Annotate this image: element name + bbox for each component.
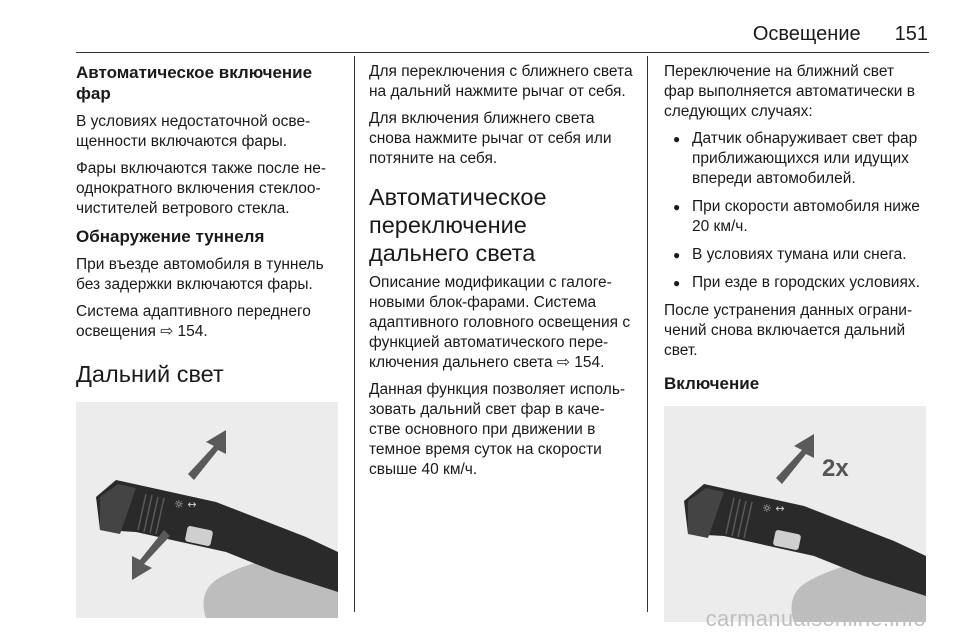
paragraph-low-light: В условиях недостаточной осве-щенности включаются фары. — [76, 113, 311, 150]
watermark: carmanualsonline.info — [705, 606, 926, 631]
svg-text:☼ ↔: ☼ ↔ — [762, 502, 785, 515]
paragraph-restore: После устранения данных ограни-чений снова включается дальний свет. — [664, 302, 913, 359]
page-header — [0, 22, 928, 46]
column-2 — [369, 62, 633, 487]
paragraph-switch-high: Для переключения с ближнего света на дальний нажмите рычаг от себя. — [369, 63, 633, 100]
paragraph-function: Данная функция позволяет исполь-зовать дальний свет фар в каче-стве основного при движении в темное время суток на скорости свыше 40 км/ч. — [369, 381, 626, 478]
afl-text: Система адаптивного переднего освещения — [76, 303, 311, 340]
figure-label: 2x — [822, 455, 849, 482]
column-divider-1 — [354, 56, 355, 612]
svg-text:☼ ↔: ☼ ↔ — [174, 498, 197, 511]
heading-auto-high-beam: Автоматическое переключение дальнего света — [369, 184, 547, 266]
list-item: ● При скорости автомобиля ниже 20 км/ч. — [664, 197, 928, 237]
heading-tunnel-detection: Обнаружение туннеля — [76, 227, 265, 246]
modification-text: Описание модификации с галоге-новыми блок-фарами. Система адаптивного головного освещения с функцией автоматического пере-ключения дальнего света — [369, 274, 631, 371]
ref-arrow-icon: ⇨ — [556, 354, 570, 371]
paragraph-auto-low: Переключение на ближний свет фар выполняется автоматически в следующих случаях: — [664, 63, 916, 120]
column-1 — [76, 62, 338, 618]
heading-activation: Включение — [664, 374, 760, 393]
paragraph-wipers: Фары включаются также после не-однократного включения стеклоо-чистителей ветрового стекла. — [76, 160, 327, 217]
conditions-list — [664, 129, 928, 293]
page-number: 151 — [894, 23, 928, 45]
high-beam-lever-figure — [76, 402, 338, 618]
heading-high-beam: Дальний свет — [76, 361, 224, 387]
activation-lever-figure — [664, 406, 926, 622]
header-title: Освещение — [752, 23, 861, 45]
heading-auto-headlights: Автоматическое включение фар — [76, 63, 313, 103]
paragraph-afl-reference — [76, 302, 338, 342]
ref-arrow-icon: ⇨ — [160, 323, 174, 340]
header-rule — [76, 52, 929, 53]
page-reference[interactable]: 154. — [574, 354, 605, 371]
paragraph-modification — [369, 273, 633, 373]
column-3 — [664, 62, 928, 622]
list-item: ● Датчик обнаруживает свет фар приближающихся или идущих впереди автомобилей. — [664, 129, 928, 189]
paragraph-tunnel: При въезде автомобиля в туннель без задержки включаются фары. — [76, 256, 324, 293]
list-item: ● В условиях тумана или снега. — [664, 245, 928, 265]
paragraph-switch-low: Для включения ближнего света снова нажмите рычаг от себя или потяните на себя. — [369, 110, 612, 167]
page-reference[interactable]: 154. — [177, 323, 208, 340]
column-divider-2 — [647, 56, 648, 612]
list-item: ● При езде в городских условиях. — [664, 273, 928, 293]
